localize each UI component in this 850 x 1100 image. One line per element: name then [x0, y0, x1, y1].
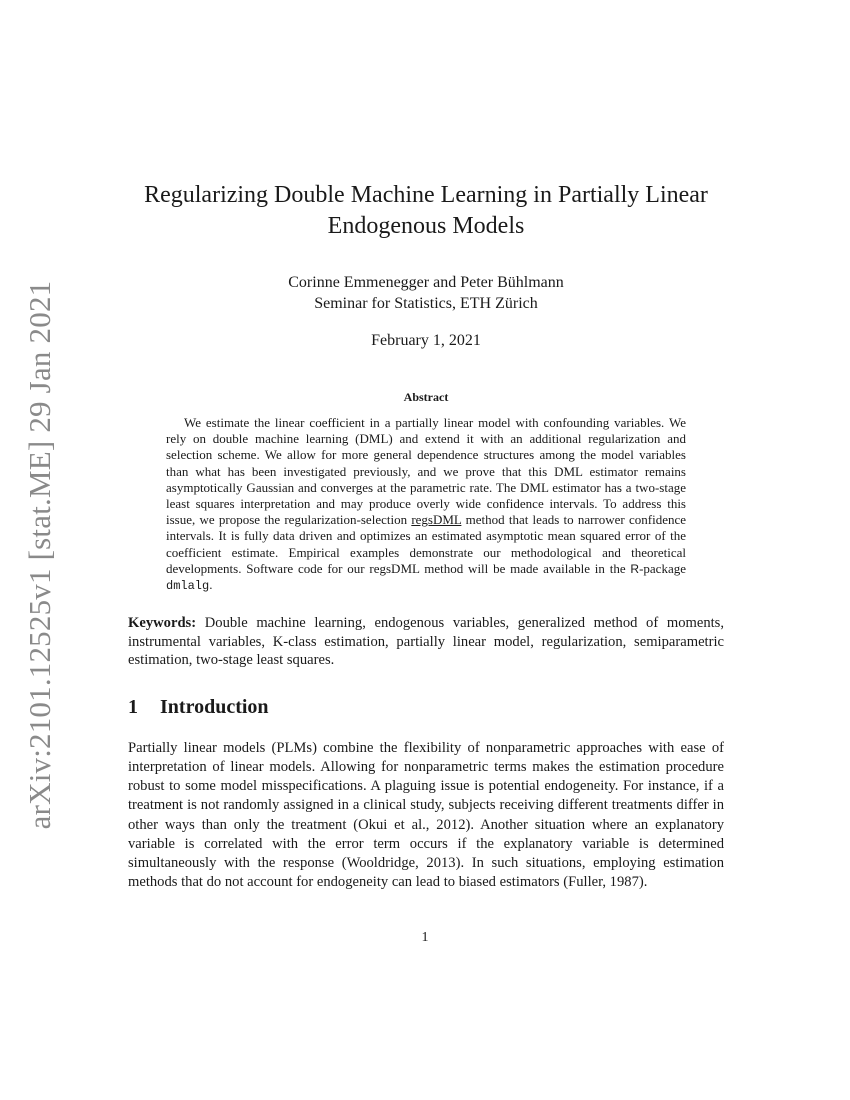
abstract-heading: Abstract — [403, 390, 449, 404]
package-name: dmlalg — [166, 579, 210, 594]
abstract-text — [166, 415, 686, 594]
r-language-label: R — [630, 561, 640, 576]
abstract-text-part-1: We estimate the linear coefficient in a partially linear model with confounding variables. We rely on double machine learning (DML) and extend it with an additional regularization and selection scheme. We allow for more general dependence structures among the model variables than what has been investigated previously, and we prove that this DML estimator remains asymptotically Gaussian and converges at the parametric rate. The DML estimator has a two-stage least squares interpretation and may produce overly wide confidence intervals. To address this issue, we propose the regularization-selection — [166, 415, 686, 528]
author-names: Corinne Emmenegger and Peter Bühlmann — [288, 274, 564, 291]
keywords-text: Double machine learning, endogenous variables, generalized method of moments, instrumental variables, K-class estimation, partially linear model, regularization, semiparametric estimation, two-stage least squares. — [128, 615, 724, 669]
arxiv-identifier-stamp: arXiv:2101.12525v1 [stat.ME] 29 Jan 2021 — [22, 280, 57, 830]
section-title: Introduction — [160, 695, 269, 718]
author-block — [128, 272, 724, 314]
section-heading-introduction — [128, 696, 724, 719]
keywords-label: Keywords: — [128, 615, 197, 632]
paper-title: Regularizing Double Machine Learning in Partially Linear Endogenous Models — [144, 182, 708, 239]
section-number: 1 — [128, 695, 138, 718]
page-number: 1 — [421, 930, 429, 945]
author-affiliation: Seminar for Statistics, ETH Zürich — [314, 295, 538, 312]
abstract-end-period: . — [209, 577, 213, 593]
package-joiner: -package — [639, 560, 686, 576]
paper-date: February 1, 2021 — [371, 332, 481, 349]
abstract-text-part-2: method that leads to narrower confidence intervals. It is fully data driven and optimizes an estimated asymptotic mean squared error of the coefficient estimate. Empirical examples demonstrate our methodological and theoretical developments. Software code for our regsDML method will be made available in the — [166, 512, 687, 576]
regsdml-link[interactable]: regsDML — [411, 512, 462, 528]
introduction-paragraph: Partially linear models (PLMs) combine the flexibility of nonparametric approaches with ease of interpretation of linear models. Allowing for nonparametric terms makes the estimation procedure robust to some model misspecifications. A plaguing issue is potential endogeneity. For instance, if a treatment is not randomly assigned in a clinical study, subjects receiving different treatments differ in other ways than only the treatment (Okui et al., 2012). Another situation where an explanatory variable is correlated with the error term occurs if the explanatory variable is determined simultaneously with the response (Wooldridge, 2013). In such situations, employing estimation methods that do not account for endogeneity can lead to biased estimators (Fuller, 1987). — [128, 739, 724, 891]
keywords-block — [128, 614, 724, 670]
paper-page — [128, 180, 724, 892]
